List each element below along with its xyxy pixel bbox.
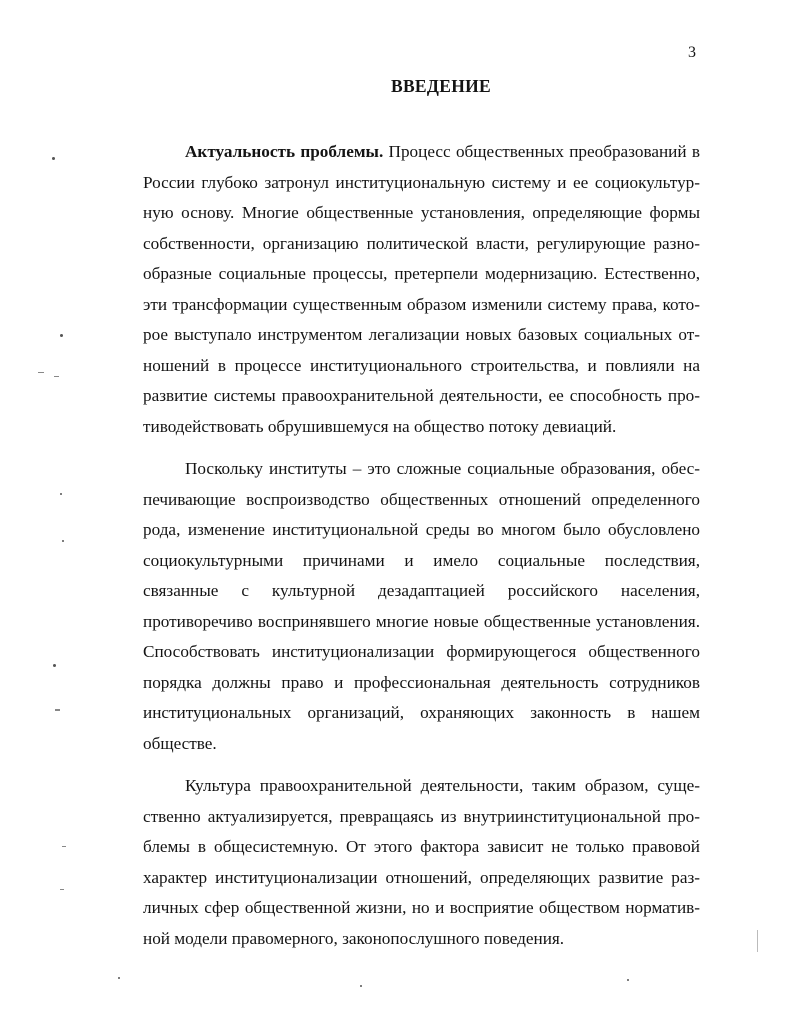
- scan-mark: [55, 709, 60, 711]
- paragraph-2: [143, 454, 700, 759]
- scan-mark: [62, 846, 66, 847]
- body-text: [143, 137, 700, 966]
- scan-mark: [60, 889, 64, 890]
- paragraph-text: Поскольку институты – это сложные социальные образования, обеспечивающие воспроизводство общественных отношений определенного рода, изменение институциональной среды во многом было обусловлено социокультурными причинами и имело социальные последствия, связанные с культурной дезадаптацией российского населения, противоречиво воспринявшего многие новые общественные установления. Способствовать институционализации формирующегося общественного порядка должны право и профессиональная деятельность сотрудников институциональных организаций, охраняющих законность в нашем обществе.: [143, 459, 700, 753]
- paragraph-1: [143, 137, 700, 442]
- page-title: ВВЕДЕНИЕ: [390, 76, 492, 96]
- scan-speck: [62, 540, 64, 542]
- scan-mark: [54, 376, 59, 377]
- paragraph-3: [143, 771, 700, 954]
- scan-speck: [118, 977, 120, 979]
- page-number: 3: [688, 44, 696, 61]
- scan-speck: [60, 493, 62, 495]
- scan-speck: [627, 979, 629, 981]
- scan-mark: [38, 372, 44, 373]
- paragraph-text: Культура правоохранительной деятельности, таким образом, существенно актуализируется, превращаясь из внутриинституциональной проблемы в общесистемную. От этого фактора зависит не только правовой характер институционализации отношений, определяющих развитие различных сфер общественной жизни, но и восприятие обществом нормативной модели правомерного, законопослушного поведения.: [143, 776, 700, 948]
- paragraph-lead: Актуальность проблемы.: [185, 142, 384, 161]
- scan-line: [757, 930, 758, 952]
- scan-speck: [52, 157, 55, 160]
- scan-speck: [53, 664, 56, 667]
- scan-speck: [360, 985, 362, 987]
- scan-speck: [60, 334, 63, 337]
- paragraph-text: Процесс общественных преобразований в России глубоко затронул институциональную систему и ее социокультурную основу. Многие общественные установления, определяющие формы собственности, организацию политической власти, регулирующие разнообразные социальные процессы, претерпели модернизацию. Естественно, эти трансформации существенным образом изменили систему права, которое выступало инструментом легализации новых базовых социальных отношений в процессе институционального строительства, и повлияли на развитие системы правоохранительной деятельности, ее способность противодействовать обрушившемуся на общество потоку девиаций.: [143, 142, 700, 436]
